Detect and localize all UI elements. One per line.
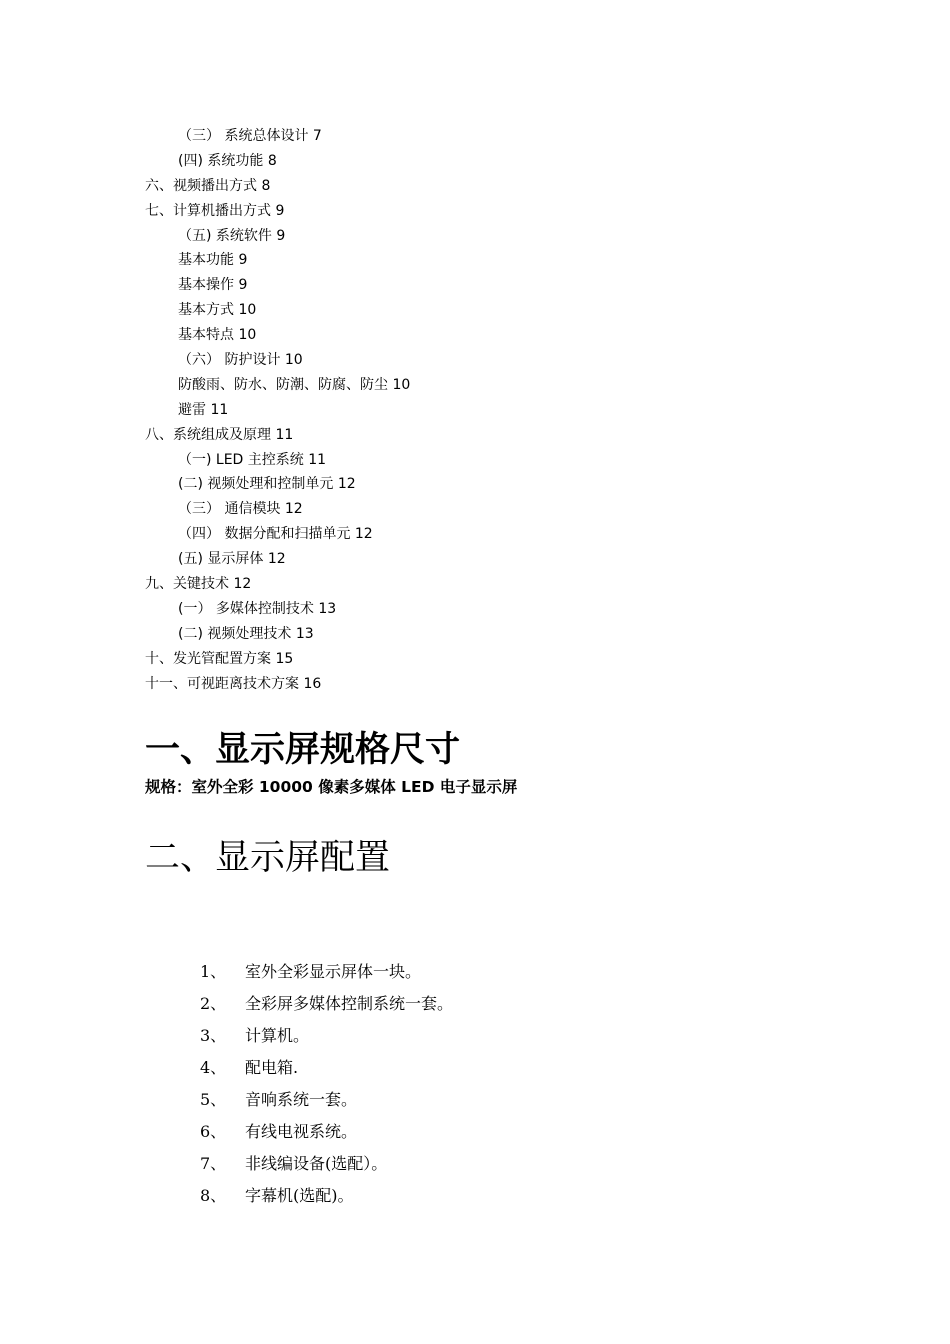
list-item-text: 非线编设备(选配）。 [245,1154,388,1173]
toc-entry[interactable]: (二) 视频处理技术 13 [178,625,314,642]
toc-entry[interactable]: （一) LED 主控系统 11 [178,451,327,468]
list-item-text: 计算机。 [245,1026,310,1045]
toc-entry[interactable]: (四) 系统功能 8 [178,152,277,169]
list-item-text: 音响系统一套。 [245,1090,358,1109]
list-item-text: 有线电视系统。 [245,1122,358,1141]
list-item-number: 1、 [200,962,227,981]
list-item [200,988,453,1020]
list-item [200,1020,453,1052]
section-heading-config: 二、显示屏配置 [145,838,391,878]
toc-entry[interactable]: （三） 系统总体设计 7 [178,128,322,144]
toc-entry[interactable]: 十一、可视距离技术方案 16 [145,675,322,692]
toc-entry[interactable]: 七、计算机播出方式 9 [145,202,285,219]
toc-entry[interactable]: (一） 多媒体控制技术 13 [178,600,337,617]
toc-entry[interactable]: 避雷 11 [178,401,229,418]
list-item-text: 全彩屏多媒体控制系统一套。 [245,994,454,1013]
section-heading-spec: 一、显示屏规格尺寸 [145,729,461,770]
list-item [200,1084,453,1116]
spec-text: 规格：室外全彩 10000 像素多媒体 LED 电子显示屏 [145,778,518,796]
toc-entry[interactable]: 十、发光管配置方案 15 [145,650,294,667]
list-item-text: 字幕机(选配)。 [245,1186,354,1205]
toc-entry[interactable]: (五) 显示屏体 12 [178,551,286,568]
toc-entry[interactable]: （三） 通信模块 12 [178,501,303,518]
toc-entry[interactable]: （四） 数据分配和扫描单元 12 [178,526,373,543]
toc-entry[interactable]: （六） 防护设计 10 [178,352,303,369]
toc-entry[interactable]: 基本方式 10 [178,302,257,319]
list-item [200,1180,453,1212]
list-item [200,1052,453,1084]
list-item-number: 7、 [200,1154,227,1173]
toc-entry[interactable]: 基本功能 9 [178,252,248,269]
toc-entry[interactable]: （五) 系统软件 9 [178,227,286,244]
toc-entry[interactable]: 基本特点 10 [178,327,257,344]
toc-entry[interactable]: 九、关键技术 12 [145,576,252,593]
list-item-text: 室外全彩显示屏体一块。 [245,962,422,981]
list-item [200,1116,453,1148]
toc-entry[interactable]: (二) 视频处理和控制单元 12 [178,476,356,493]
list-item-number: 4、 [200,1058,227,1077]
list-item-number: 2、 [200,994,227,1013]
toc-entry[interactable]: 基本操作 9 [178,277,248,294]
toc-entry[interactable]: 八、系统组成及原理 11 [145,426,294,443]
list-item-text: 配电箱. [245,1058,299,1077]
list-item-number: 3、 [200,1026,227,1045]
toc-entry[interactable]: 防酸雨、防水、防潮、防腐、防尘 10 [178,376,411,393]
table-of-contents [145,124,845,696]
toc-entry[interactable]: 六、视频播出方式 8 [145,177,271,194]
list-item [200,956,453,988]
config-list [200,956,453,1212]
list-item-number: 6、 [200,1122,227,1141]
list-item-number: 5、 [200,1090,227,1109]
list-item-number: 8、 [200,1186,227,1205]
list-item [200,1148,453,1180]
